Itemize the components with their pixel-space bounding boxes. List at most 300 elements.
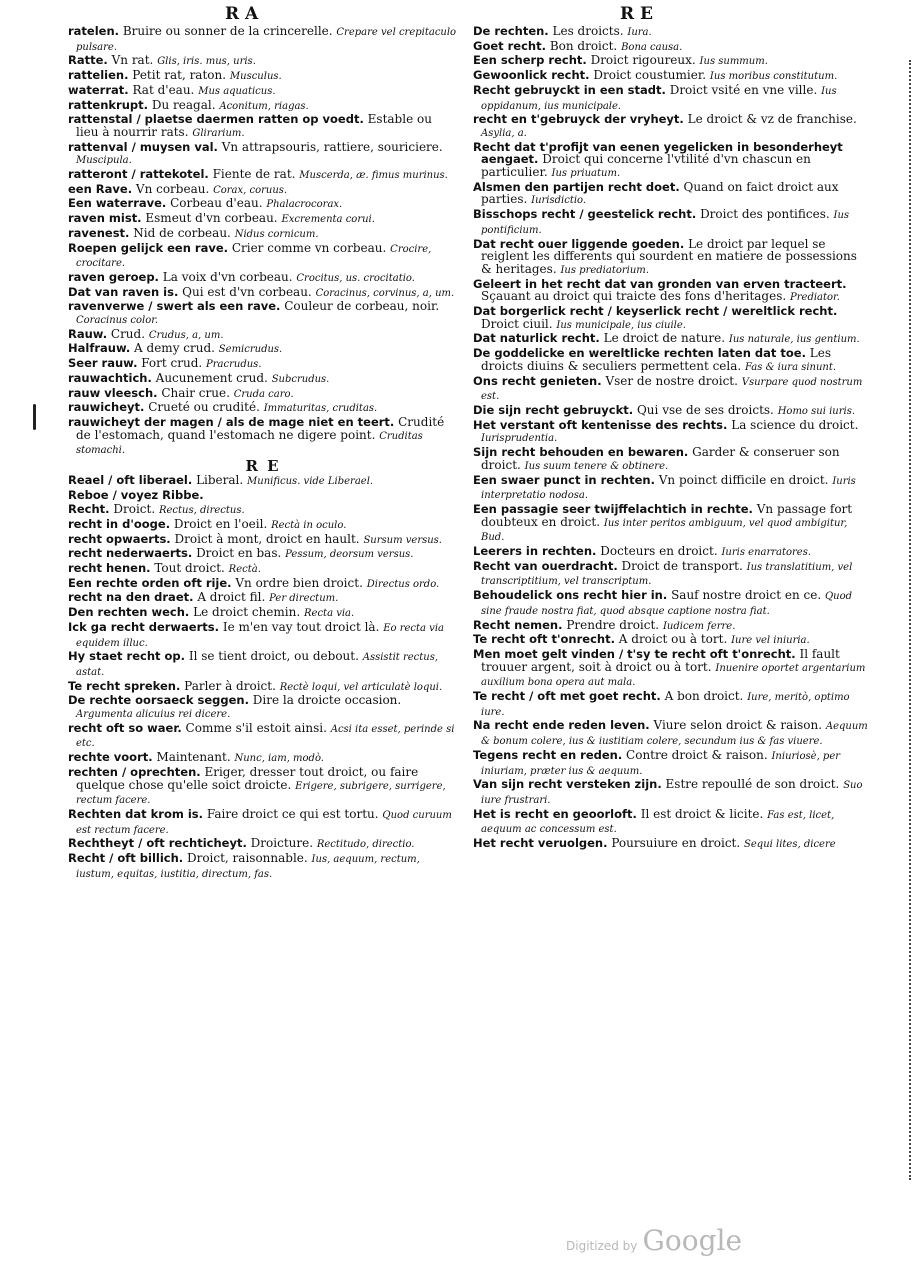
headword: Een waterrave. bbox=[68, 196, 167, 211]
dictionary-entry bbox=[68, 474, 458, 489]
latin-equivalent: Homo sui iuris. bbox=[777, 405, 856, 417]
dictionary-entry bbox=[68, 518, 458, 533]
headword: rattenval / muysen val. bbox=[68, 139, 218, 154]
headword: Recht nemen. bbox=[473, 617, 563, 632]
dictionary-entry bbox=[68, 650, 458, 679]
french-translation: Droict ciuil. bbox=[481, 316, 553, 331]
french-translation: Crueté ou crudité. bbox=[148, 400, 260, 415]
headword: recht henen. bbox=[68, 561, 151, 576]
dictionary-entry bbox=[473, 545, 868, 560]
french-translation: Estable ou lieu à nourrir rats. bbox=[76, 112, 432, 139]
french-translation: Le droict chemin. bbox=[193, 605, 301, 620]
watermark-digitized-by: Digitized by bbox=[566, 1239, 638, 1253]
french-translation: La science du droict. bbox=[731, 417, 859, 432]
french-translation: Crudité de l'estomach, quand l'estomach ne digere point. bbox=[76, 414, 445, 442]
headword: Rechtheyt / oft rechticheyt. bbox=[68, 836, 247, 851]
dictionary-entry bbox=[473, 332, 868, 347]
headword: Halfrauw. bbox=[68, 341, 131, 356]
latin-equivalent: Vsurpare quod nostrum est. bbox=[481, 376, 863, 403]
headword: Het verstant oft kentenisse des rechts. bbox=[473, 417, 728, 432]
headword: De rechten. bbox=[473, 25, 549, 38]
french-translation: Eriger, dresser tout droict, ou faire quelque chose qu'elle soict droicte. bbox=[76, 764, 419, 792]
latin-equivalent: Aconitum, riagas. bbox=[219, 100, 309, 112]
french-translation: Qui vse de ses droicts. bbox=[636, 402, 774, 417]
french-translation: Vn poinct difficile en droict. bbox=[658, 472, 829, 487]
headword: Gewoonlick recht. bbox=[473, 68, 590, 83]
latin-equivalent: Iurisdictio. bbox=[531, 195, 587, 207]
headword: Leerers in rechten. bbox=[473, 544, 597, 559]
dictionary-entry bbox=[68, 168, 458, 183]
dictionary-entry bbox=[68, 212, 458, 227]
french-translation: Dire la droicte occasion. bbox=[252, 693, 402, 708]
headword: Recht. bbox=[68, 502, 110, 517]
latin-equivalent: Crocire, crocitare. bbox=[76, 243, 432, 270]
latin-equivalent: Inuenire oportet argentarium auxilium bona opera aut mala. bbox=[481, 662, 866, 689]
latin-equivalent: Erigere, subrigere, surrigere, rectum facere. bbox=[76, 780, 446, 807]
latin-equivalent: Crepare vel crepitaculo pulsare. bbox=[76, 27, 457, 53]
french-translation: Du reagal. bbox=[151, 97, 216, 112]
headword: Behoudelick ons recht hier in. bbox=[473, 588, 668, 603]
headword: Ratte. bbox=[68, 53, 108, 68]
french-translation: Bruire ou sonner de la crincerelle. bbox=[122, 25, 333, 38]
dictionary-entry bbox=[473, 305, 868, 332]
headword: Reboe / voyez Ribbe. bbox=[68, 487, 204, 502]
latin-equivalent: Suo iure frustrari. bbox=[481, 780, 863, 806]
french-translation: Vn ordre bien droict. bbox=[235, 575, 363, 590]
french-translation: Tout droict. bbox=[154, 561, 225, 576]
dictionary-entry bbox=[68, 69, 458, 84]
headword: ravenverwe / swert als een rave. bbox=[68, 299, 281, 314]
dictionary-entry bbox=[68, 328, 458, 343]
latin-equivalent: Glis, iris. mus, uris. bbox=[157, 56, 256, 68]
latin-equivalent: Fas est, licet, aequum ac concessum est. bbox=[481, 809, 835, 836]
headword: Den rechten wech. bbox=[68, 605, 190, 620]
headword: Sijn recht behouden en bewaren. bbox=[473, 445, 689, 460]
latin-equivalent: Munificus. vide Liberael. bbox=[247, 475, 374, 487]
latin-equivalent: Cruda caro. bbox=[233, 388, 294, 400]
dictionary-entry bbox=[473, 375, 868, 404]
latin-equivalent: Pracrudus. bbox=[206, 359, 262, 371]
latin-equivalent: Cruditas stomachi. bbox=[76, 430, 423, 457]
latin-equivalent: Rectà in oculo. bbox=[271, 519, 347, 531]
french-translation: Sauf nostre droict en ce. bbox=[671, 588, 822, 603]
headword: Men moet gelt vinden / t'sy te recht oft t'onrecht. bbox=[473, 646, 796, 661]
french-translation: Le droict de nature. bbox=[603, 331, 726, 346]
latin-equivalent: Mus aquaticus. bbox=[198, 85, 276, 97]
french-translation: Qui est d'vn corbeau. bbox=[182, 284, 312, 299]
headword: Te recht oft t'onrecht. bbox=[473, 632, 615, 647]
latin-equivalent: Rectà. bbox=[228, 564, 261, 576]
dictionary-entry bbox=[473, 419, 868, 446]
dictionary-entry bbox=[68, 227, 458, 242]
headword: rechten / oprechten. bbox=[68, 764, 201, 779]
headword: Ons recht genieten. bbox=[473, 373, 602, 388]
headword: waterrat. bbox=[68, 82, 129, 97]
dictionary-entry bbox=[68, 242, 458, 271]
headword: Ick ga recht derwaerts. bbox=[68, 619, 219, 634]
french-translation: Le droict & vz de franchise. bbox=[687, 112, 857, 127]
headword: ratelen. bbox=[68, 25, 120, 38]
french-translation: Vn attrapsouris, rattiere, souriciere. bbox=[221, 139, 443, 154]
headword: rattenstal / plaetse daermen ratten op voedt. bbox=[68, 112, 364, 127]
dictionary-entry bbox=[473, 347, 868, 374]
dictionary-entry bbox=[68, 621, 458, 650]
headword: Dat naturlick recht. bbox=[473, 331, 600, 346]
dictionary-entry bbox=[68, 342, 458, 357]
headword: recht en t'gebruyck der vryheyt. bbox=[473, 112, 684, 127]
latin-equivalent: Ius suum tenere & obtinere. bbox=[524, 460, 669, 472]
headword: Van sijn recht versteken zijn. bbox=[473, 777, 662, 792]
french-translation: Droict de transport. bbox=[621, 558, 743, 573]
headword: rattenkrupt. bbox=[68, 97, 149, 112]
dictionary-entry bbox=[473, 808, 868, 837]
latin-equivalent: Eo recta via equidem illuc. bbox=[76, 622, 444, 649]
headword: ravenest. bbox=[68, 225, 130, 240]
french-translation: Droict rigoureux. bbox=[590, 53, 696, 68]
latin-equivalent: Phalacrocorax. bbox=[266, 199, 343, 211]
dictionary-entry bbox=[473, 84, 868, 113]
latin-equivalent: Nidus cornicum. bbox=[234, 228, 319, 240]
dictionary-entry bbox=[68, 503, 458, 518]
latin-equivalent: Iure vel iniuria. bbox=[731, 635, 810, 647]
french-translation: Crud. bbox=[110, 326, 146, 341]
latin-equivalent: Coracinus, corvinus, a, um. bbox=[315, 287, 455, 299]
section-heading: R E bbox=[245, 457, 281, 476]
dictionary-entry bbox=[68, 99, 458, 114]
headword: raven mist. bbox=[68, 211, 142, 226]
headword: rauwicheyt. bbox=[68, 400, 145, 415]
headword: Reael / oft liberael. bbox=[68, 472, 193, 487]
dictionary-entry bbox=[473, 560, 868, 589]
dictionary-entry bbox=[473, 141, 868, 181]
headword: Het recht veruolgen. bbox=[473, 836, 608, 851]
dictionary-entry bbox=[68, 751, 458, 766]
french-translation: Corbeau d'eau. bbox=[170, 196, 263, 211]
dictionary-entry bbox=[473, 749, 868, 778]
dictionary-entry bbox=[68, 141, 458, 168]
french-translation: Ie m'en vay tout droict là. bbox=[222, 619, 380, 634]
latin-equivalent: Semicrudus. bbox=[218, 344, 283, 356]
latin-equivalent: Ius pontificium. bbox=[481, 210, 850, 236]
french-translation: Droict en l'oeil. bbox=[173, 516, 268, 531]
french-translation: Droict. bbox=[113, 502, 156, 517]
headword: Een swaer punct in rechten. bbox=[473, 472, 655, 487]
headword: Recht gebruyckt in een stadt. bbox=[473, 82, 666, 97]
headword: Dat van raven is. bbox=[68, 284, 179, 299]
headword: Roepen gelijck een rave. bbox=[68, 240, 228, 255]
latin-equivalent: Recta via. bbox=[304, 608, 355, 620]
headword: rechte voort. bbox=[68, 750, 153, 765]
latin-equivalent: Argumenta alicuius rei dicere. bbox=[76, 709, 231, 721]
latin-equivalent: Ius translatitium, vel transcriptitium, vel transcriptum. bbox=[481, 561, 853, 588]
latin-equivalent: Sursum versus. bbox=[363, 534, 442, 546]
french-translation: A droict ou à tort. bbox=[618, 632, 728, 647]
french-translation: A demy crud. bbox=[134, 341, 215, 356]
latin-equivalent: Ius summum. bbox=[699, 56, 768, 68]
latin-equivalent: Musculus. bbox=[229, 71, 282, 83]
latin-equivalent: Ius inter peritos ambiguum, vel quod ambigitur, Bud. bbox=[481, 517, 848, 544]
latin-equivalent: Subcrudus. bbox=[271, 373, 330, 385]
french-translation: Crier comme vn corbeau. bbox=[231, 240, 387, 255]
latin-equivalent: Iuris enarratores. bbox=[721, 547, 812, 559]
headword: Een rechte orden oft rije. bbox=[68, 575, 232, 590]
headword: Hy staet recht op. bbox=[68, 649, 186, 664]
french-translation: Garder & conseruer son droict. bbox=[481, 445, 840, 472]
latin-equivalent: Asylia, a. bbox=[481, 127, 527, 139]
margin-mark bbox=[33, 404, 36, 430]
watermark-google: Google bbox=[642, 1224, 743, 1257]
latin-equivalent: Crocitus, us. crocitatio. bbox=[296, 272, 415, 284]
dictionary-entry bbox=[68, 416, 458, 458]
latin-equivalent: Sequi lites, dicere bbox=[744, 839, 836, 851]
latin-equivalent: Iudicem ferre. bbox=[662, 620, 736, 632]
french-translation: Droict qui concerne l'vtilité d'vn chascun en particulier. bbox=[481, 152, 811, 180]
dictionary-entry bbox=[473, 404, 868, 419]
french-translation: Liberal. bbox=[196, 472, 244, 487]
latin-equivalent: Muscipula. bbox=[76, 155, 132, 167]
dictionary-entry bbox=[68, 401, 458, 416]
dictionary-entry bbox=[68, 300, 458, 327]
dictionary-entry bbox=[473, 208, 868, 237]
french-translation: Droict des pontifices. bbox=[700, 207, 830, 222]
dictionary-entry bbox=[68, 562, 458, 577]
dictionary-entry bbox=[68, 722, 458, 751]
headword: een Rave. bbox=[68, 181, 133, 196]
dictionary-entry bbox=[68, 606, 458, 621]
headword: Een scherp recht. bbox=[473, 53, 587, 68]
headword: Te recht spreken. bbox=[68, 678, 181, 693]
dictionary-entry bbox=[473, 278, 868, 305]
latin-equivalent: Bona causa. bbox=[621, 41, 683, 53]
headword: Recht dat t'profijt van eenen yegelicken in besonderheyt aengaet. bbox=[473, 139, 843, 167]
dictionary-entry bbox=[473, 474, 868, 503]
french-translation: Esmeut d'vn corbeau. bbox=[145, 211, 278, 226]
dictionary-entry bbox=[68, 54, 458, 69]
dictionary-entry bbox=[68, 25, 458, 54]
dictionary-entry bbox=[473, 503, 868, 545]
dictionary-entry bbox=[68, 547, 458, 562]
dictionary-entry bbox=[473, 25, 868, 40]
header-right-letters: R E bbox=[620, 4, 654, 24]
latin-equivalent: Quod sine fraude nostra fiat, quod absque captione nostra fiat. bbox=[481, 591, 853, 617]
headword: ratteront / rattekotel. bbox=[68, 167, 209, 182]
french-translation: Docteurs en droict. bbox=[600, 544, 718, 559]
latin-equivalent: Iure, meritò, optimo iure. bbox=[481, 692, 850, 718]
headword: Rauw. bbox=[68, 326, 108, 341]
french-translation: Fort crud. bbox=[141, 356, 203, 371]
dictionary-entry bbox=[68, 766, 458, 808]
latin-equivalent: Iuris interpretatio nodosa. bbox=[481, 475, 856, 502]
headword: Bisschops recht / geestelick recht. bbox=[473, 207, 697, 222]
headword: Recht van ouerdracht. bbox=[473, 558, 618, 573]
dictionary-entry bbox=[68, 357, 458, 372]
headword: recht opwaerts. bbox=[68, 531, 171, 546]
headword: recht nederwaerts. bbox=[68, 546, 193, 561]
headword: Die sijn recht gebruyckt. bbox=[473, 402, 634, 417]
dictionary-entry bbox=[68, 372, 458, 387]
headword: De goddelicke en wereltlicke rechten laten dat toe. bbox=[473, 346, 806, 361]
headword: Te recht / oft met goet recht. bbox=[473, 689, 661, 704]
latin-equivalent: Ius municipale, ius ciuile. bbox=[556, 319, 686, 331]
french-translation: Il est droict & licite. bbox=[640, 806, 764, 821]
dictionary-entry bbox=[473, 837, 868, 852]
page-header bbox=[0, 4, 913, 24]
latin-equivalent: Ius naturale, ius gentium. bbox=[728, 334, 860, 346]
french-translation: Fiente de rat. bbox=[212, 167, 296, 182]
french-translation: Il se tient droict, ou debout. bbox=[188, 649, 359, 664]
headword: Na recht ende reden leven. bbox=[473, 718, 650, 733]
french-translation: Comme s'il estoit ainsi. bbox=[185, 720, 327, 735]
headword: De rechte oorsaeck seggen. bbox=[68, 693, 249, 708]
french-translation: Aucunement crud. bbox=[155, 370, 268, 385]
french-translation: Chair crue. bbox=[161, 385, 230, 400]
dictionary-entry bbox=[473, 690, 868, 719]
latin-equivalent: Rectè loqui, vel articulatè loqui. bbox=[279, 681, 443, 693]
headword: Een passagie seer twijffelachtich in rechte. bbox=[473, 501, 753, 516]
headword: recht na den draet. bbox=[68, 590, 194, 605]
french-translation: Vser de nostre droict. bbox=[605, 373, 738, 388]
headword: Alsmen den partijen recht doet. bbox=[473, 179, 680, 194]
dictionary-entry bbox=[473, 40, 868, 55]
headword: rauw vleesch. bbox=[68, 385, 158, 400]
headword: raven geroep. bbox=[68, 269, 159, 284]
dictionary-entry bbox=[473, 778, 868, 807]
latin-equivalent: Excrementa corui. bbox=[281, 214, 375, 226]
dictionary-entry bbox=[473, 719, 868, 748]
latin-equivalent: Rectus, directus. bbox=[158, 505, 245, 517]
dictionary-entry bbox=[473, 633, 868, 648]
dictionary-entry bbox=[473, 113, 868, 140]
headword: rauwicheyt der magen / als de mage niet en teert. bbox=[68, 414, 395, 429]
watermark bbox=[566, 1224, 742, 1257]
dictionary-entry bbox=[68, 837, 458, 852]
french-translation: Droict, raisonnable. bbox=[186, 851, 308, 866]
dictionary-entry bbox=[68, 113, 458, 140]
latin-equivalent: Glirarium. bbox=[192, 127, 245, 139]
dictionary-entry bbox=[473, 238, 868, 278]
french-translation: Petit rat, raton. bbox=[132, 68, 227, 83]
dictionary-entry bbox=[68, 680, 458, 695]
latin-equivalent: Ius moribus constitutum. bbox=[709, 71, 838, 83]
headword: Goet recht. bbox=[473, 38, 546, 53]
french-translation: Poursuiure en droict. bbox=[611, 836, 741, 851]
latin-equivalent: Ius oppidanum, ius municipale. bbox=[481, 85, 837, 112]
french-translation: Maintenant. bbox=[156, 750, 231, 765]
latin-equivalent: Muscerda, æ. fimus murinus. bbox=[299, 170, 448, 182]
headword: rauwachtich. bbox=[68, 370, 152, 385]
latin-equivalent: Nunc, iam, modò. bbox=[234, 753, 324, 765]
french-translation: Il fault trouuer argent, soit à droict ou à tort. bbox=[481, 646, 840, 674]
dictionary-entry bbox=[68, 808, 458, 837]
headword: Tegens recht en reden. bbox=[473, 747, 623, 762]
headword: Rechten dat krom is. bbox=[68, 806, 204, 821]
french-translation: A bon droict. bbox=[664, 689, 744, 704]
dictionary-entry bbox=[68, 84, 458, 99]
latin-equivalent: Quod curuum est rectum facere. bbox=[76, 809, 452, 836]
french-translation: Bon droict. bbox=[549, 38, 618, 53]
french-translation: Les droicts. bbox=[552, 25, 624, 38]
french-translation: Droicture. bbox=[250, 836, 314, 851]
latin-equivalent: Immaturitas, cruditas. bbox=[263, 403, 378, 415]
dictionary-entry bbox=[68, 577, 458, 592]
latin-equivalent: Crudus, a, um. bbox=[148, 329, 224, 341]
latin-equivalent: Rectitudo, directio. bbox=[316, 839, 415, 851]
headword: rattelien. bbox=[68, 68, 129, 83]
french-translation: Faire droict ce qui est tortu. bbox=[206, 806, 379, 821]
headword: Recht / oft billich. bbox=[68, 851, 184, 866]
french-translation: A droict fil. bbox=[197, 590, 266, 605]
headword: Seer rauw. bbox=[68, 356, 138, 371]
french-translation: Vn passage fort doubteux en droict. bbox=[481, 501, 853, 529]
dictionary-entry bbox=[68, 197, 458, 212]
dictionary-entry bbox=[68, 286, 458, 301]
latin-equivalent: Iura. bbox=[627, 27, 652, 38]
french-translation: Droict vsité en vne ville. bbox=[669, 82, 818, 97]
latin-equivalent: Ius prediatorium. bbox=[560, 264, 649, 276]
dictionary-entry bbox=[68, 852, 458, 881]
french-translation: Vn rat. bbox=[111, 53, 154, 68]
french-translation: Droict coustumier. bbox=[593, 68, 707, 83]
dictionary-entry bbox=[473, 69, 868, 84]
french-translation: Vn corbeau. bbox=[135, 181, 210, 196]
dictionary-entry bbox=[68, 694, 458, 721]
latin-equivalent: Per directum. bbox=[269, 593, 339, 605]
french-translation: Contre droict & raison. bbox=[626, 747, 768, 762]
left-column bbox=[68, 25, 458, 1230]
right-column bbox=[473, 25, 868, 1255]
french-translation: Couleur de corbeau, noir. bbox=[284, 299, 440, 314]
dictionary-entry bbox=[473, 54, 868, 69]
french-translation: Prendre droict. bbox=[566, 617, 660, 632]
french-translation: La voix d'vn corbeau. bbox=[162, 269, 293, 284]
latin-equivalent: Fas & iura sinunt. bbox=[745, 361, 837, 373]
latin-equivalent: Directus ordo. bbox=[366, 578, 440, 590]
headword: recht in d'ooge. bbox=[68, 516, 171, 531]
headword: Het is recht en geoorloft. bbox=[473, 806, 637, 821]
french-translation: Le droict par lequel se reiglent les differents qui sourdent en matiere de possessions & heritages. bbox=[481, 236, 857, 276]
french-translation: Rat d'eau. bbox=[132, 82, 195, 97]
dictionary-entry bbox=[68, 533, 458, 548]
headword: Dat recht ouer liggende goeden. bbox=[473, 236, 685, 251]
latin-equivalent: Prediator. bbox=[790, 292, 840, 304]
page-edge bbox=[905, 60, 911, 1180]
dictionary-entry bbox=[473, 619, 868, 634]
french-translation: Parler à droict. bbox=[184, 678, 276, 693]
latin-equivalent: Ius priuatum. bbox=[551, 168, 621, 180]
latin-equivalent: Iurisprudentia. bbox=[481, 433, 558, 445]
latin-equivalent: Assistit rectus, astat. bbox=[76, 652, 439, 678]
headword: Dat borgerlick recht / keyserlick recht / wereltlick recht. bbox=[473, 304, 838, 319]
dictionary-entry bbox=[473, 181, 868, 208]
dictionary-entry bbox=[473, 648, 868, 690]
dictionary-entry bbox=[68, 271, 458, 286]
french-translation: Sçauant au droict qui traicte des fons d'heritages. bbox=[481, 289, 787, 304]
french-translation: Droict en bas. bbox=[196, 546, 282, 561]
latin-equivalent: Aequum & bonum colere, ius & iustitiam colere, secundum ius & fas viuere. bbox=[481, 721, 868, 748]
header-left-letters: R A bbox=[225, 4, 259, 24]
dictionary-entry bbox=[68, 183, 458, 198]
french-translation: Nid de corbeau. bbox=[133, 225, 231, 240]
latin-equivalent: Coracinus color. bbox=[76, 315, 159, 327]
french-translation: Les droicts diuins & seculiers permettent cela. bbox=[481, 346, 832, 373]
french-translation: Quand on faict droict aux parties. bbox=[481, 179, 839, 207]
headword: recht oft so waer. bbox=[68, 720, 182, 735]
latin-equivalent: Iniuriosè, per iniuriam, præter ius & aequum. bbox=[481, 750, 841, 777]
dictionary-entry bbox=[68, 591, 458, 606]
latin-equivalent: Pessum, deorsum versus. bbox=[285, 549, 414, 561]
french-translation: Estre repoullé de son droict. bbox=[665, 777, 840, 792]
french-translation: Viure selon droict & raison. bbox=[653, 718, 823, 733]
